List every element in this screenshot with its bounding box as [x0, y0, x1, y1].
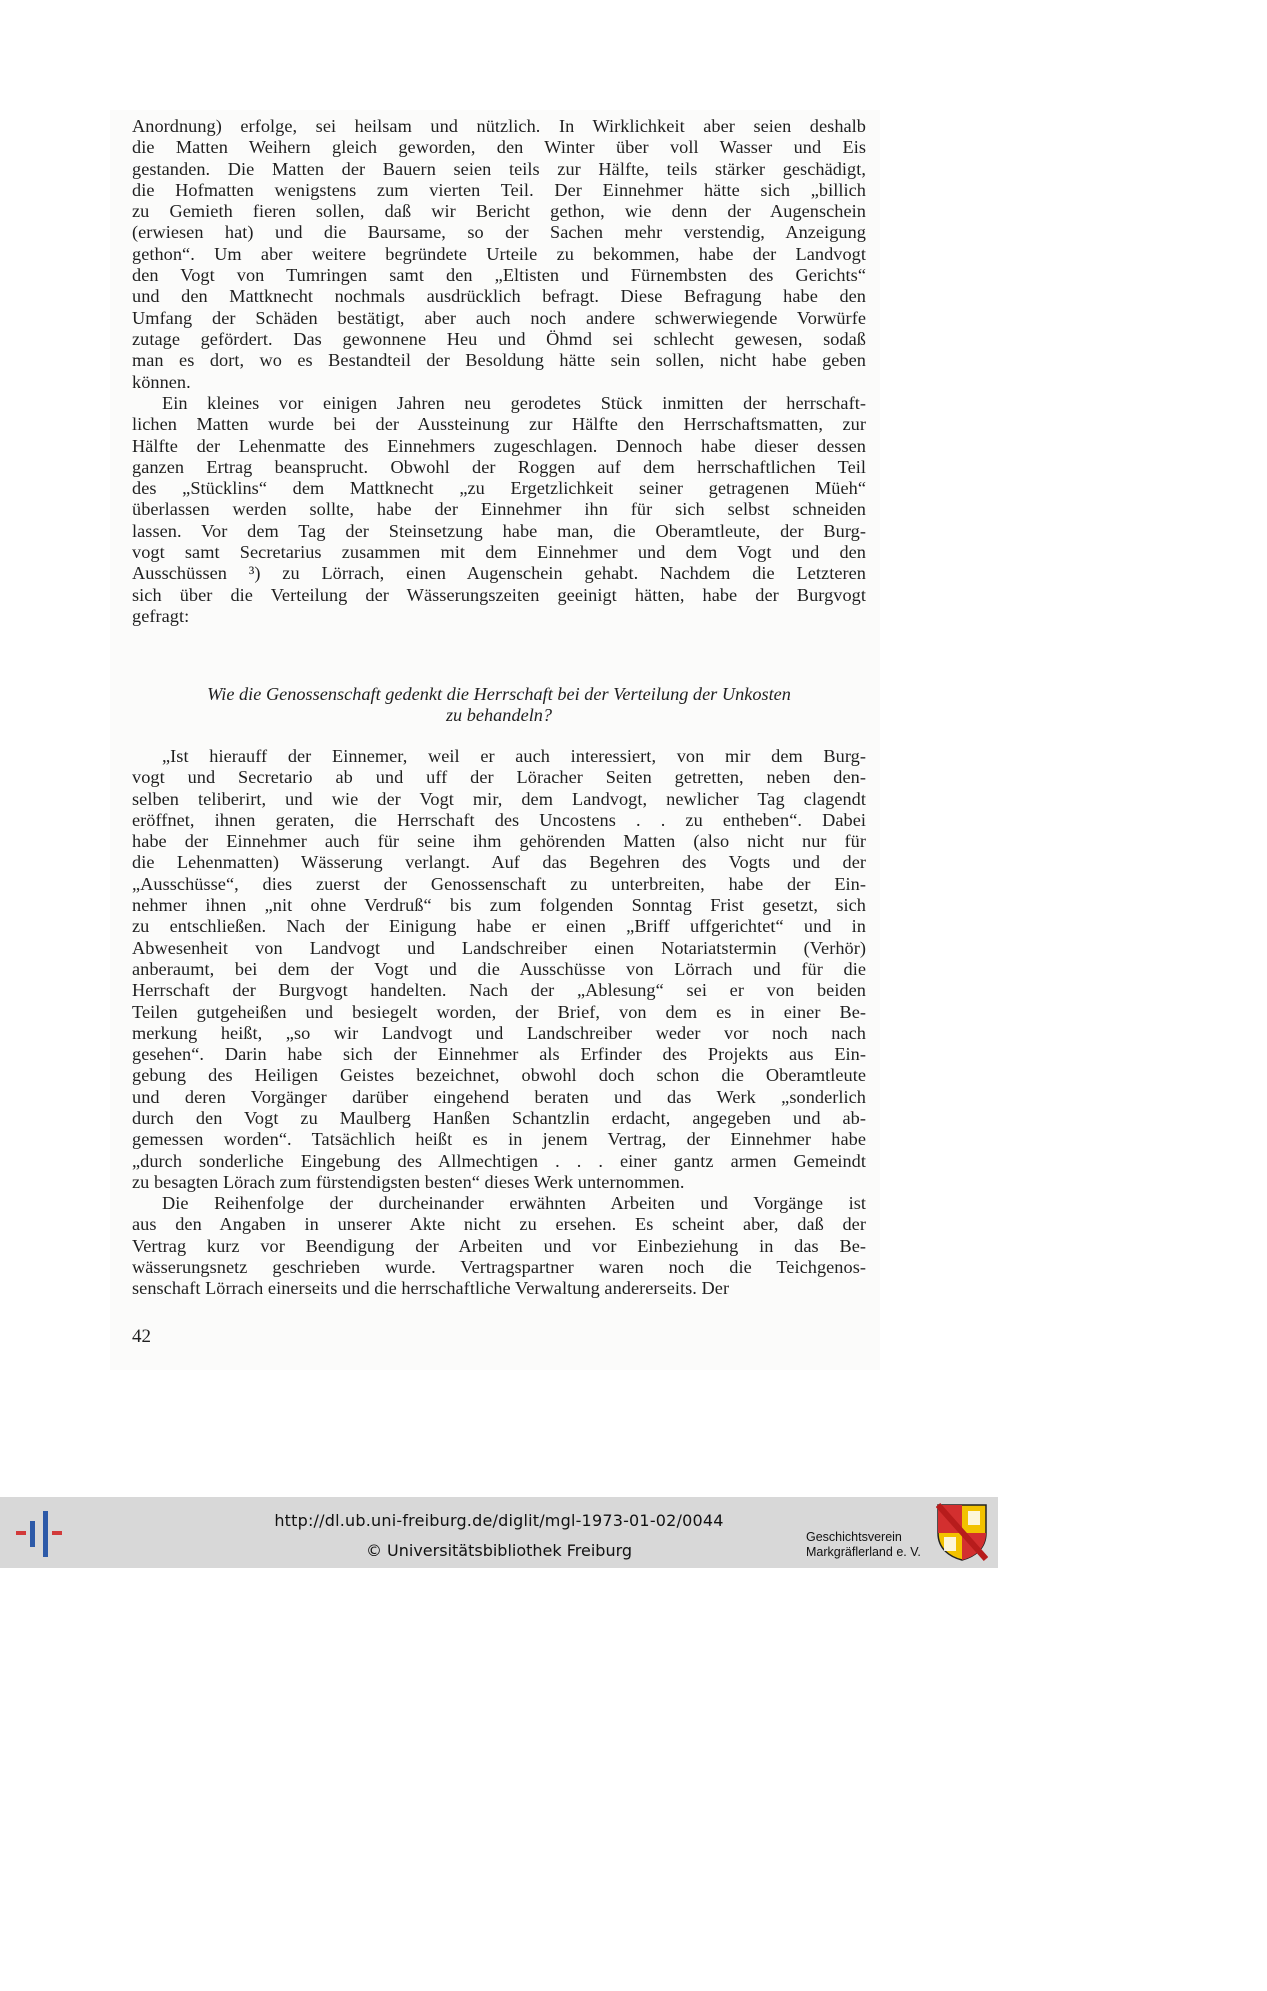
- paragraph-1-line: den Vogt von Tumringen samt den „Eltisten und Fürnembsten des Gerichts“: [132, 265, 866, 286]
- paragraph-3-line: und deren Vorgänger darüber eingehend beraten und das Werk „sonderlich: [132, 1086, 866, 1107]
- paragraph-4-line: senschaft Lörrach einerseits und die herrschaftliche Verwaltung andererseits. Der: [132, 1278, 730, 1299]
- paragraph-4-line: Vertrag kurz vor Beendigung der Arbeiten und vor Einbeziehung in das Be-: [132, 1235, 866, 1256]
- footer-org-line-2: Markgräflerland e. V.: [806, 1545, 921, 1559]
- paragraph-3-line: merkung heißt, „so wir Landvogt und Landschreiber weder vor noch nach: [132, 1022, 866, 1043]
- paragraph-3-line: gebung des Heiligen Geistes bezeichnet, obwohl doch schon die Oberamtleute: [132, 1065, 866, 1086]
- footer-bar: [0, 1497, 998, 1568]
- paragraph-3-line: gesehen“. Darin habe sich der Einnehmer als Erfinder des Projekts aus Ein-: [132, 1044, 866, 1065]
- paragraph-3-line: „durch sonderliche Eingebung des Allmechtigen . . . einer gantz armen Gemeindt: [132, 1150, 866, 1171]
- paragraph-3-line: „Ist hierauff der Einnemer, weil er auch interessiert, von mir dem Burg-: [162, 746, 866, 766]
- paragraph-2-line: des „Stücklins“ dem Mattknecht „zu Ergetzlichkeit seiner getragenen Müeh“: [132, 478, 866, 499]
- paragraph-3-line: „Ausschüsse“, dies zuerst der Genossenschaft zu unterbreiten, habe der Ein-: [132, 873, 866, 894]
- section-heading-line-1: Wie die Genossenschaft gedenkt die Herrschaft bei der Verteilung der Unkosten: [207, 684, 791, 704]
- paragraph-1-line: die Hofmatten wenigstens zum vierten Teil. Der Einnehmer hätte sich „billich: [132, 179, 866, 200]
- paragraph-1-line: gestanden. Die Matten der Bauern seien teils zur Hälfte, teils stärker geschädigt,: [132, 158, 866, 179]
- paragraph-1-line: und den Mattknecht nochmals ausdrücklich befragt. Diese Befragung habe den: [132, 286, 866, 307]
- paragraph-2-line: sich über die Verteilung der Wässerungszeiten geeinigt hätten, habe der Burgvogt: [132, 584, 866, 605]
- paragraph-2-line: Ein kleines vor einigen Jahren neu gerodetes Stück inmitten der herrschaft-: [162, 393, 866, 413]
- paragraph-1-line: die Matten Weihern gleich geworden, den Winter über voll Wasser und Eis: [132, 137, 866, 158]
- paragraph-1-line: zutage gefördert. Das gewonnene Heu und Öhmd sei schlecht gewesen, sodaß: [132, 328, 866, 349]
- paragraph-3-line: die Lehenmatten) Wässerung verlangt. Auf das Begehren des Vogts und der: [132, 852, 866, 873]
- paragraph-1: [132, 116, 866, 393]
- paragraph-3-line: durch den Vogt zu Maulberg Hanßen Schantzlin erdacht, angegeben und ab-: [132, 1108, 866, 1129]
- paragraph-2-line: lassen. Vor dem Tag der Steinsetzung habe man, die Oberamtleute, der Burg-: [132, 520, 866, 541]
- paragraph-2-line: vogt samt Secretarius zusammen mit dem Einnehmer und dem Vogt und den: [132, 542, 866, 563]
- paragraph-3-line: Herrschaft der Burgvogt handelten. Nach der „Ablesung“ sei er von beiden: [132, 980, 866, 1001]
- paragraph-3-line: vogt und Secretario ab und uff der Löracher Seiten getretten, neben den-: [132, 767, 866, 788]
- paragraph-3-line: eröffnet, ihnen geraten, die Herrschaft des Uncostens . . zu entheben“. Dabei: [132, 809, 866, 830]
- paragraph-3-line: Abwesenheit von Landvogt und Landschreiber einen Notariatstermin (Verhör): [132, 937, 866, 958]
- paragraph-4-line: Die Reihenfolge der durcheinander erwähnten Arbeiten und Vorgänge ist: [162, 1193, 866, 1213]
- section-heading: [132, 684, 866, 727]
- paragraph-2-line: gefragt:: [132, 605, 190, 626]
- paragraph-1-line: Anordnung) erfolge, sei heilsam und nützlich. In Wirklichkeit aber seien deshalb: [132, 116, 866, 136]
- markgraeflerland-crest-icon: [936, 1503, 988, 1561]
- footer-copyright: © Universitätsbibliothek Freiburg: [365, 1541, 633, 1560]
- paragraph-3-line: zu entschließen. Nach der Einigung habe er einen „Briff uffgerichtet“ und in: [132, 916, 866, 937]
- footer-url-link[interactable]: http://dl.ub.uni-freiburg.de/diglit/mgl-1973-01-02/0044: [274, 1511, 724, 1530]
- paragraph-3-line: habe der Einnehmer auch für seine ihm gehörenden Matten (also nicht nur für: [132, 831, 866, 852]
- paragraph-1-line: zu Gemieth fieren sollen, daß wir Bericht gethon, wie denn der Augenschein: [132, 201, 866, 222]
- paragraph-3-line: selben teliberirt, und wie der Vogt mir, dem Landvogt, newlicher Tag clagendt: [132, 788, 866, 809]
- paragraph-4: [132, 1193, 866, 1299]
- paragraph-4-line: wässerungsnetz geschrieben wurde. Vertragspartner waren noch die Teichgenos-: [132, 1256, 866, 1277]
- paragraph-2-line: überlassen werden sollte, habe der Einnehmer ihn für sich selbst schneiden: [132, 499, 866, 520]
- paragraph-3-line: zu besagten Lörach zum fürstendigsten besten“ dieses Werk unternommen.: [132, 1171, 685, 1192]
- paragraph-2-line: Hälfte der Lehenmatte des Einnehmers zugeschlagen. Dennoch habe dieser dessen: [132, 435, 866, 456]
- paragraph-2-line: lichen Matten wurde bei der Aussteinung zur Hälfte den Herrschaftsmatten, zur: [132, 414, 866, 435]
- paragraph-4-line: aus den Angaben in unserer Akte nicht zu ersehen. Es scheint aber, daß der: [132, 1214, 866, 1235]
- paragraph-2: [132, 393, 866, 627]
- footer-organization: [806, 1530, 921, 1560]
- paragraph-3-line: anberaumt, bei dem der Vogt und die Ausschüsse von Lörrach und für die: [132, 958, 866, 979]
- paragraph-2-line: Ausschüssen ³) zu Lörrach, einen Augenschein gehabt. Nachdem die Letzteren: [132, 563, 866, 584]
- paragraph-3-line: gemessen worden“. Tatsächlich heißt es in jenem Vertrag, der Einnehmer habe: [132, 1129, 866, 1150]
- paragraph-3: [132, 746, 866, 1193]
- paragraph-1-line: Umfang der Schäden bestätigt, aber auch noch andere schwerwiegende Vorwürfe: [132, 307, 866, 328]
- paragraph-3-line: nehmer ihnen „nit ohne Verdruß“ bis zum folgenden Sonntag Frist gesetzt, sich: [132, 895, 866, 916]
- page-number: 42: [132, 1326, 151, 1347]
- paragraph-1-line: man es dort, wo es Bestandteil der Besoldung hätte sein sollen, nicht habe geben: [132, 350, 866, 371]
- paragraph-2-line: ganzen Ertrag beansprucht. Obwohl der Roggen auf dem herrschaftlichen Teil: [132, 456, 866, 477]
- paragraph-1-line: können.: [132, 371, 191, 392]
- paragraph-3-line: Teilen gutgeheißen und besiegelt worden, der Brief, von dem es in einer Be-: [132, 1001, 866, 1022]
- footer-org-line-1: Geschichtsverein: [806, 1530, 902, 1544]
- paragraph-1-line: (erwiesen hat) und die Baursame, so der Sachen mehr verstendig, Anzeigung: [132, 222, 866, 243]
- section-heading-line-2: zu behandeln?: [445, 705, 553, 726]
- paragraph-1-line: gethon“. Um aber weitere begründete Urteile zu bekommen, habe der Landvogt: [132, 243, 866, 264]
